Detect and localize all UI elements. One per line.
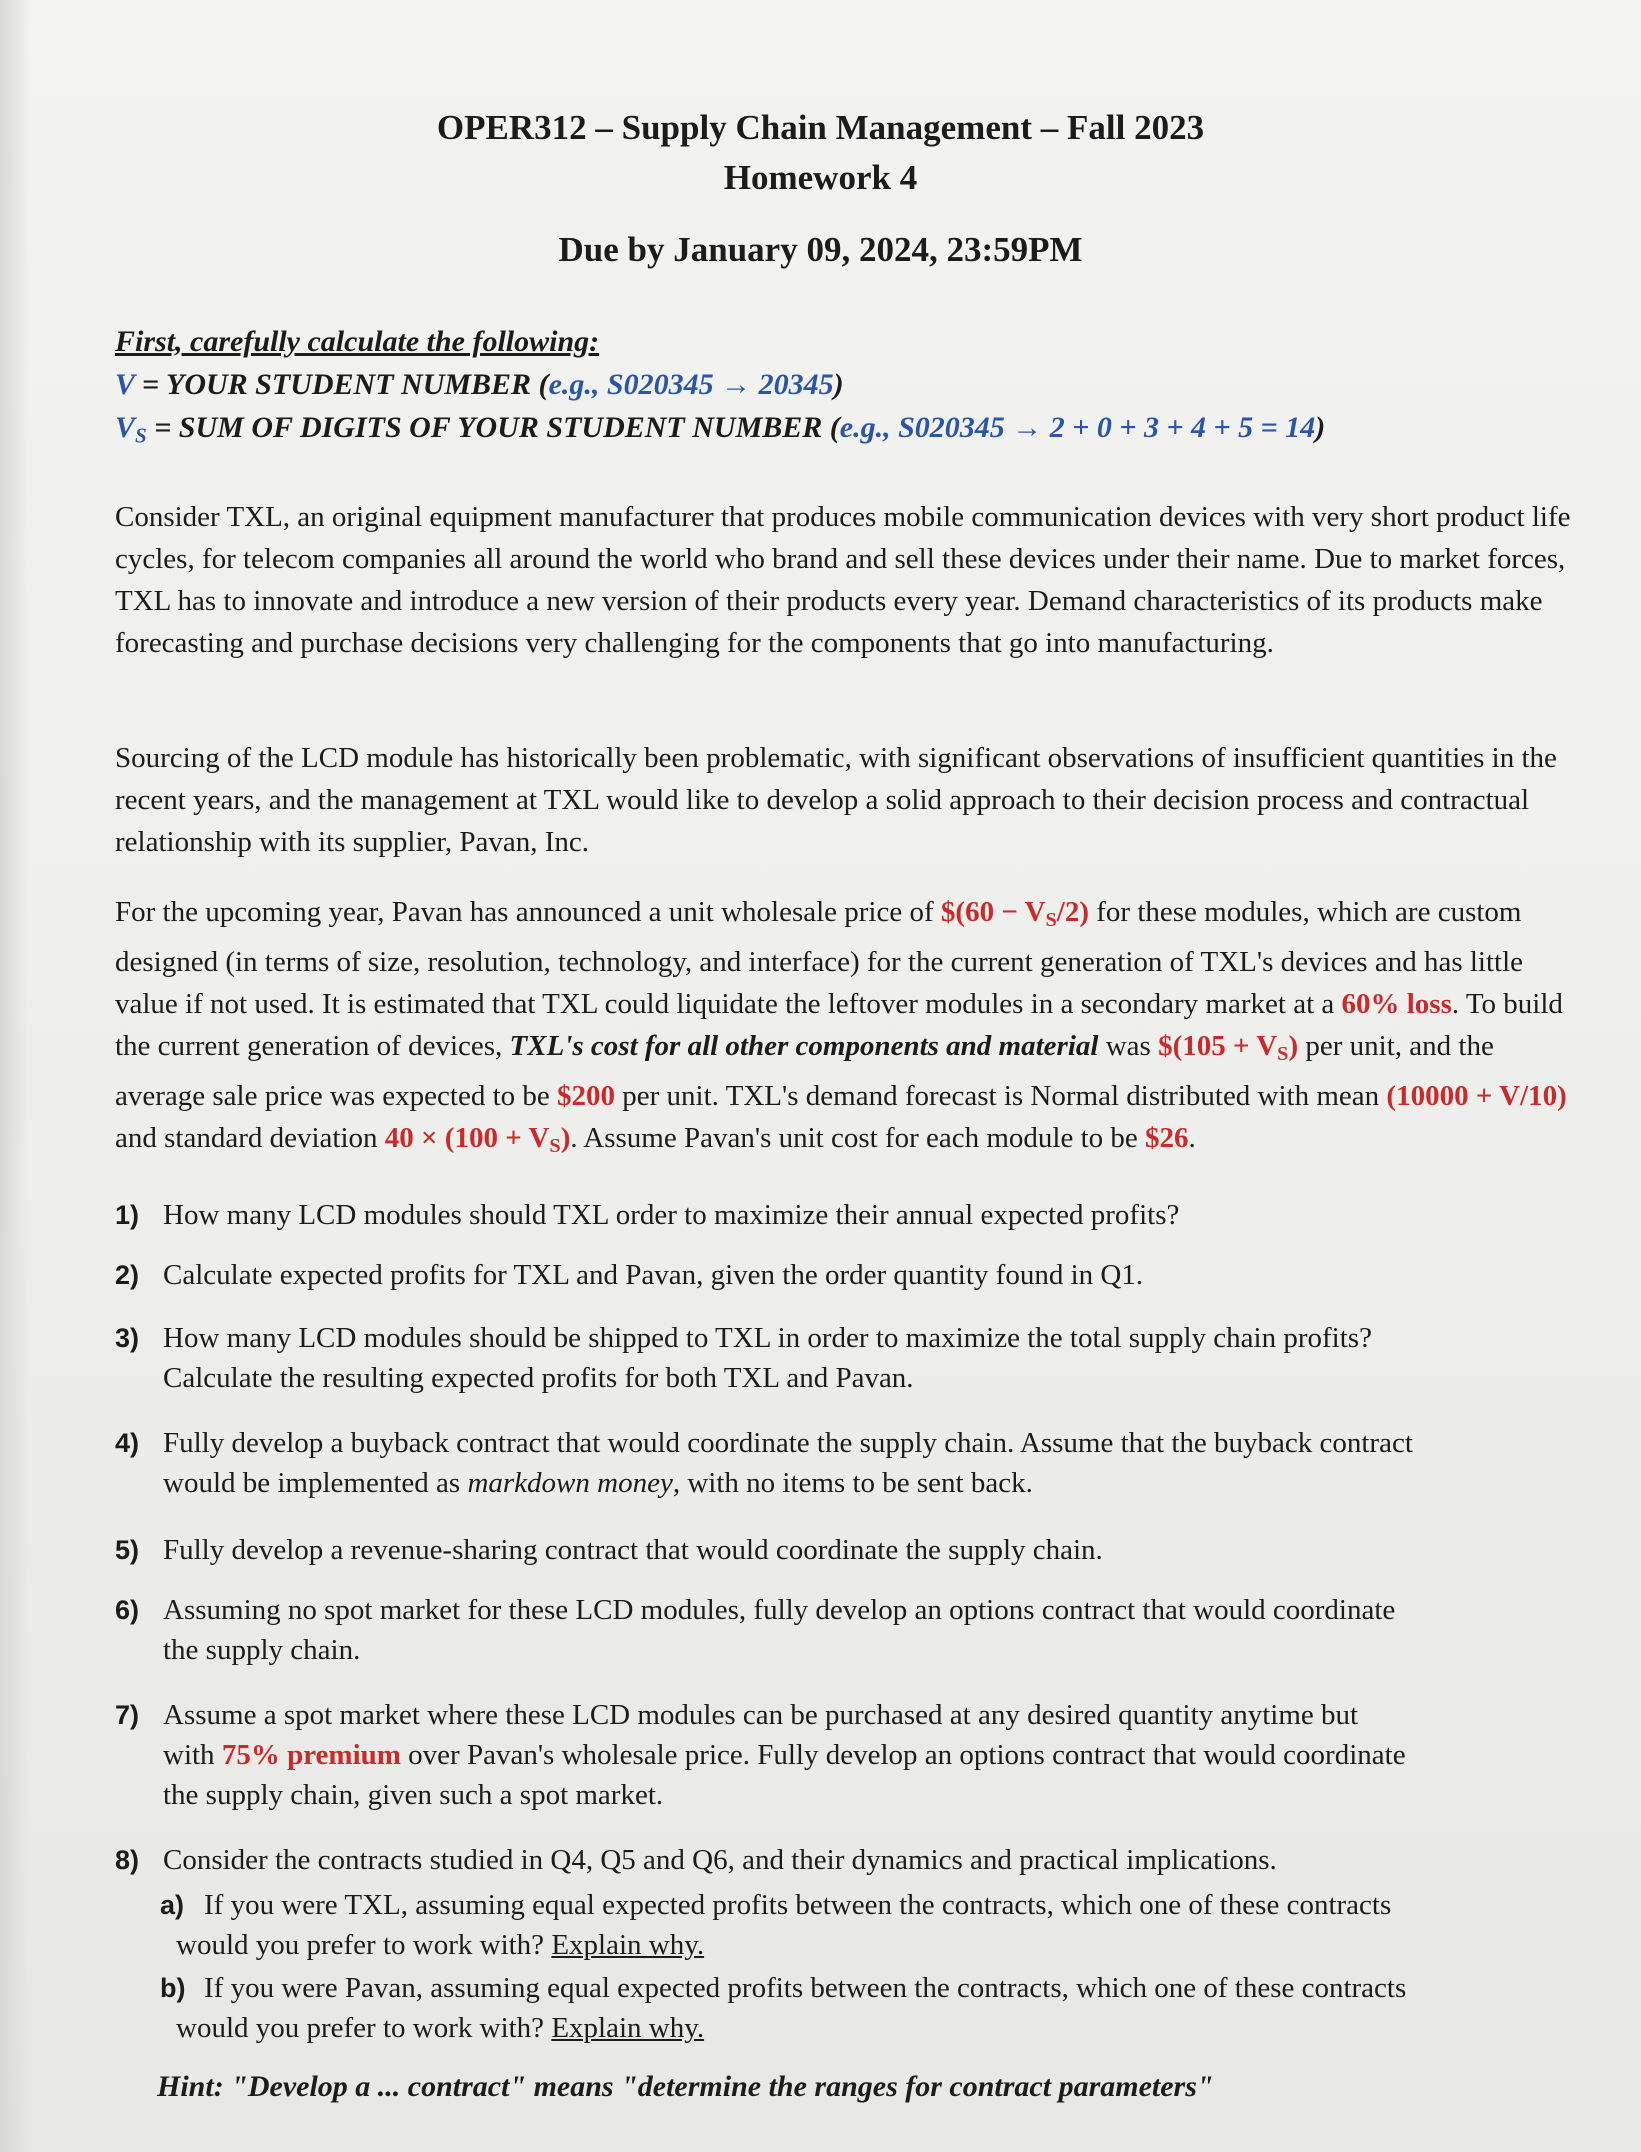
preliminary-definitions xyxy=(115,320,1565,457)
homework-title: Homework 4 xyxy=(723,158,918,197)
question-8: 8) Consider the contracts studied in Q4, Q5 and Q6, and their dynamics and practical implications. xyxy=(115,1844,1277,1876)
pavan-unit-cost: $26 xyxy=(1145,1122,1189,1155)
subquestion-b: b) If you were Pavan, assuming equal expected profits between the contracts, which one of these contracts would you prefer to work with? Explain why. xyxy=(160,1972,1407,2044)
question-4: 4) Fully develop a buyback contract that would coordinate the supply chain. Assume that the buyback contract would be implemented as markdown money, with no items to be sent back. xyxy=(115,1427,1413,1499)
question-2: 2) Calculate expected profits for TXL and Pavan, given the order quantity found in Q1. xyxy=(115,1259,1144,1291)
prelim-intro: First, carefully calculate the following: xyxy=(115,325,600,358)
question-7: 7) Assume a spot market where these LCD modules can be purchased at any desired quantity anytime but with 75% premium over Pavan's wholesale price. Fully develop an options contract that would coordinate the supply chain, given such a spot market. xyxy=(115,1699,1406,1811)
question-3: 3) How many LCD modules should be shipped to TXL in order to maximize the total supply chain profits? Calculate the resulting expected profits for both TXL and Pavan. xyxy=(115,1322,1372,1394)
demand-sd: $40 \times (100 + V_S)$ xyxy=(384,1122,571,1158)
hint-text: Hint: "Develop a ... contract" means "determine the ranges for contract parameters" xyxy=(157,2070,1214,2103)
paragraph-parameters: For the upcoming year, Pavan has announced a unit wholesale price of $(60 − $V_S/2$) for these modules, which are custom designed (in terms of size, resolution, technology, and interface) for the current generation of TXL's devices and has little value if not used. It is estimated that TXL could liquidate the leftover modules in a secondary market at a 60% loss. To build the current generation of devices, TXL's cost for all other components and material was $(105 + $V_S$) per unit, and the average sale price was expected to be $200 per unit. TXL's demand forecast is Normal distributed with mean (10000 + V/10) and standard deviation $40 \times (100 + V_S)$. Assume Pavan's unit cost for each module to be $26. xyxy=(115,896,1567,1158)
question-5: 5) Fully develop a revenue-sharing contract that would coordinate the supply chain. xyxy=(115,1534,1103,1566)
salvage-loss: 60% loss xyxy=(1341,988,1452,1021)
subquestion-a: a) If you were TXL, assuming equal expected profits between the contracts, which one of these contracts would you prefer to work with? Explain why. xyxy=(160,1889,1392,1961)
question-6: 6) Assuming no spot market for these LCD modules, fully develop an options contract that would coordinate the supply chain. xyxy=(115,1594,1396,1666)
sale-price: $200 xyxy=(557,1080,616,1113)
v-definition: V = YOUR STUDENT NUMBER (e.g., S020345 → 20345) xyxy=(115,368,844,401)
course-title: OPER312 – Supply Chain Management – Fall 2023 xyxy=(436,108,1205,147)
component-cost: $(105 + $V_S$) xyxy=(1158,1030,1299,1066)
page-edge-shadow xyxy=(0,0,30,2152)
cost-label: TXL's cost for all other components and material xyxy=(509,1030,1099,1063)
paragraph-intro: Consider TXL, an original equipment manufacturer that produces mobile communication devices with very short product life cycles, for telecom companies all around the world who brand and sell these devices under their name. Due to market forces, TXL has to innovate and introduce a new version of their products every year. Demand characteristics of its products make forecasting and purchase decisions very challenging for the components that go into manufacturing. xyxy=(115,501,1571,659)
due-date: Due by January 09, 2024, 23:59PM xyxy=(558,230,1083,269)
vs-definition: $V_S$ = SUM OF DIGITS OF YOUR STUDENT NUMBER (e.g., S020345 → 2 + 0 + 3 + 4 + 5 = 14) xyxy=(115,411,1326,448)
demand-mean: (10000 + V/10) xyxy=(1386,1080,1567,1113)
paragraph-sourcing: Sourcing of the LCD module has historically been problematic, with significant observations of insufficient quantities in the recent years, and the management at TXL would like to develop a solid approach to their decision process and contractual relationship with its supplier, Pavan, Inc. xyxy=(115,742,1557,858)
wholesale-price: $(60 − $V_S/2$) xyxy=(940,896,1090,932)
question-1: 1) How many LCD modules should TXL order to maximize their annual expected profits? xyxy=(115,1199,1180,1231)
